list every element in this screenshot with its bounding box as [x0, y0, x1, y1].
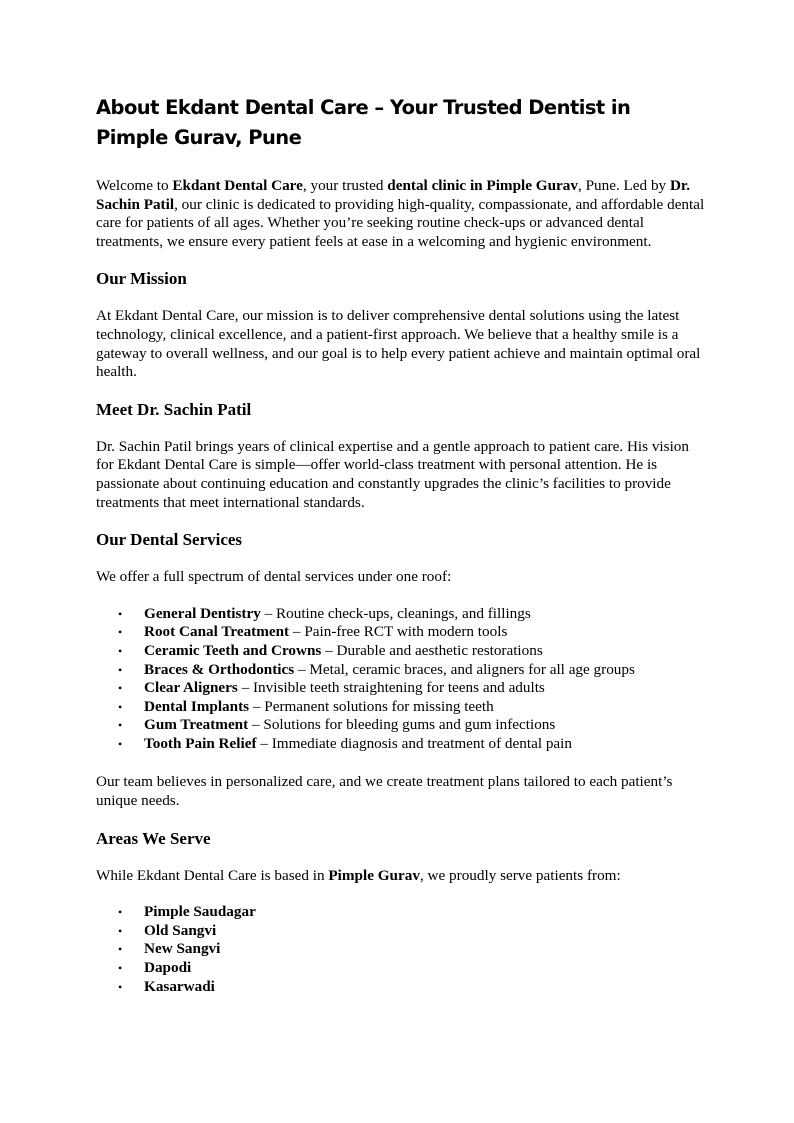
bullet-icon: • [118, 736, 123, 751]
services-closing: Our team believes in personalized care, and we create treatment plans tailored to each patient’s unique needs. [96, 773, 673, 810]
bullet-icon: • [118, 625, 123, 640]
service-name: Root Canal Treatment [144, 623, 290, 641]
areas-intro-location: Pimple Gurav [328, 866, 420, 884]
list-item [96, 623, 706, 642]
intro-text-1: Welcome to [96, 177, 173, 194]
intro-clinic-name: Ekdant Dental Care [172, 177, 303, 194]
service-name: Clear Aligners [144, 679, 238, 697]
list-item [96, 735, 706, 754]
service-description: – Solutions for bleeding gums and gum infections [248, 716, 556, 734]
service-description: – Metal, ceramic braces, and aligners for all age groups [294, 660, 635, 678]
doctor-heading: Meet Dr. Sachin Patil [96, 399, 252, 419]
areas-intro [96, 867, 706, 886]
bullet-icon: • [118, 942, 123, 957]
bullet-icon: • [118, 699, 123, 714]
service-description: – Immediate diagnosis and treatment of dental pain [256, 734, 572, 752]
areas-intro-after: , we proudly serve patients from: [419, 866, 621, 884]
list-item [96, 959, 706, 978]
service-name: Braces & Orthodontics [144, 660, 295, 678]
list-item [96, 978, 706, 997]
bullet-icon: • [118, 662, 123, 677]
list-item [96, 605, 706, 624]
list-item [96, 922, 706, 941]
services-list [96, 605, 706, 754]
intro-text-3: , Pune. Led by [577, 177, 670, 194]
area-name: Old Sangvi [144, 921, 217, 939]
service-description: – Durable and aesthetic restorations [321, 641, 543, 659]
bullet-icon: • [118, 923, 123, 938]
bullet-icon: • [118, 606, 123, 621]
area-name: New Sangvi [144, 940, 221, 958]
area-name: Pimple Saudagar [144, 903, 256, 921]
areas-heading: Areas We Serve [96, 828, 211, 848]
list-item [96, 716, 706, 735]
bullet-icon: • [118, 681, 123, 696]
list-item [96, 679, 706, 698]
bullet-icon: • [118, 979, 123, 994]
intro-doctor-name: Dr. Sachin Patil [96, 177, 691, 213]
list-item [96, 642, 706, 661]
bullet-icon: • [118, 718, 123, 733]
service-name: Ceramic Teeth and Crowns [144, 641, 322, 659]
doctor-paragraph: Dr. Sachin Patil brings years of clinical expertise and a gentle approach to patient care. His vision for Ekdant Dental Care is simple—offer world-class treatment with personal attention. He is passionate about continuing education and constantly upgrades the clinic’s facilities to provide treatments that meet international standards. [96, 437, 689, 511]
areas-list [96, 903, 706, 996]
service-description: – Permanent solutions for missing teeth [249, 697, 494, 715]
list-item [96, 903, 706, 922]
bullet-icon: • [118, 905, 123, 920]
page-title: About Ekdant Dental Care – Your Trusted Dentist in Pimple Gurav, Pune [96, 96, 631, 149]
service-name: Tooth Pain Relief [144, 734, 257, 752]
services-intro: We offer a full spectrum of dental services under one roof: [96, 568, 452, 586]
area-name: Dapodi [144, 959, 192, 977]
mission-heading: Our Mission [96, 269, 187, 289]
bullet-icon: • [118, 643, 123, 658]
list-item [96, 940, 706, 959]
service-name: Dental Implants [144, 697, 250, 715]
bullet-icon: • [118, 961, 123, 976]
service-name: Gum Treatment [144, 716, 249, 734]
areas-intro-before: While Ekdant Dental Care is based in [96, 866, 329, 884]
service-description: – Routine check-ups, cleanings, and fillings [260, 604, 531, 622]
area-name: Kasarwadi [144, 977, 215, 995]
list-item [96, 698, 706, 717]
intro-paragraph [96, 177, 706, 251]
mission-paragraph: At Ekdant Dental Care, our mission is to deliver comprehensive dental solutions using the latest technology, clinical excellence, and a patient-first approach. We believe that a healthy smile is a gateway to overall wellness, and our goal is to help every patient achieve and maintain optimal oral health. [96, 307, 701, 381]
services-heading: Our Dental Services [96, 530, 243, 550]
intro-clinic-location: dental clinic in Pimple Gurav [387, 177, 578, 194]
service-description: – Invisible teeth straightening for teens and adults [237, 679, 545, 697]
intro-text-2: , your trusted [302, 177, 388, 194]
document-page [96, 93, 706, 1014]
intro-text-4: , our clinic is dedicated to providing high-quality, compassionate, and affordable dental care for patients of all ages. Whether you’re seeking routine check-ups or advanced dental treatments, we ensure every patient feels at ease in a welcoming and hygienic environment. [96, 195, 705, 250]
list-item [96, 661, 706, 680]
service-description: – Pain-free RCT with modern tools [289, 623, 508, 641]
service-name: General Dentistry [144, 604, 261, 622]
